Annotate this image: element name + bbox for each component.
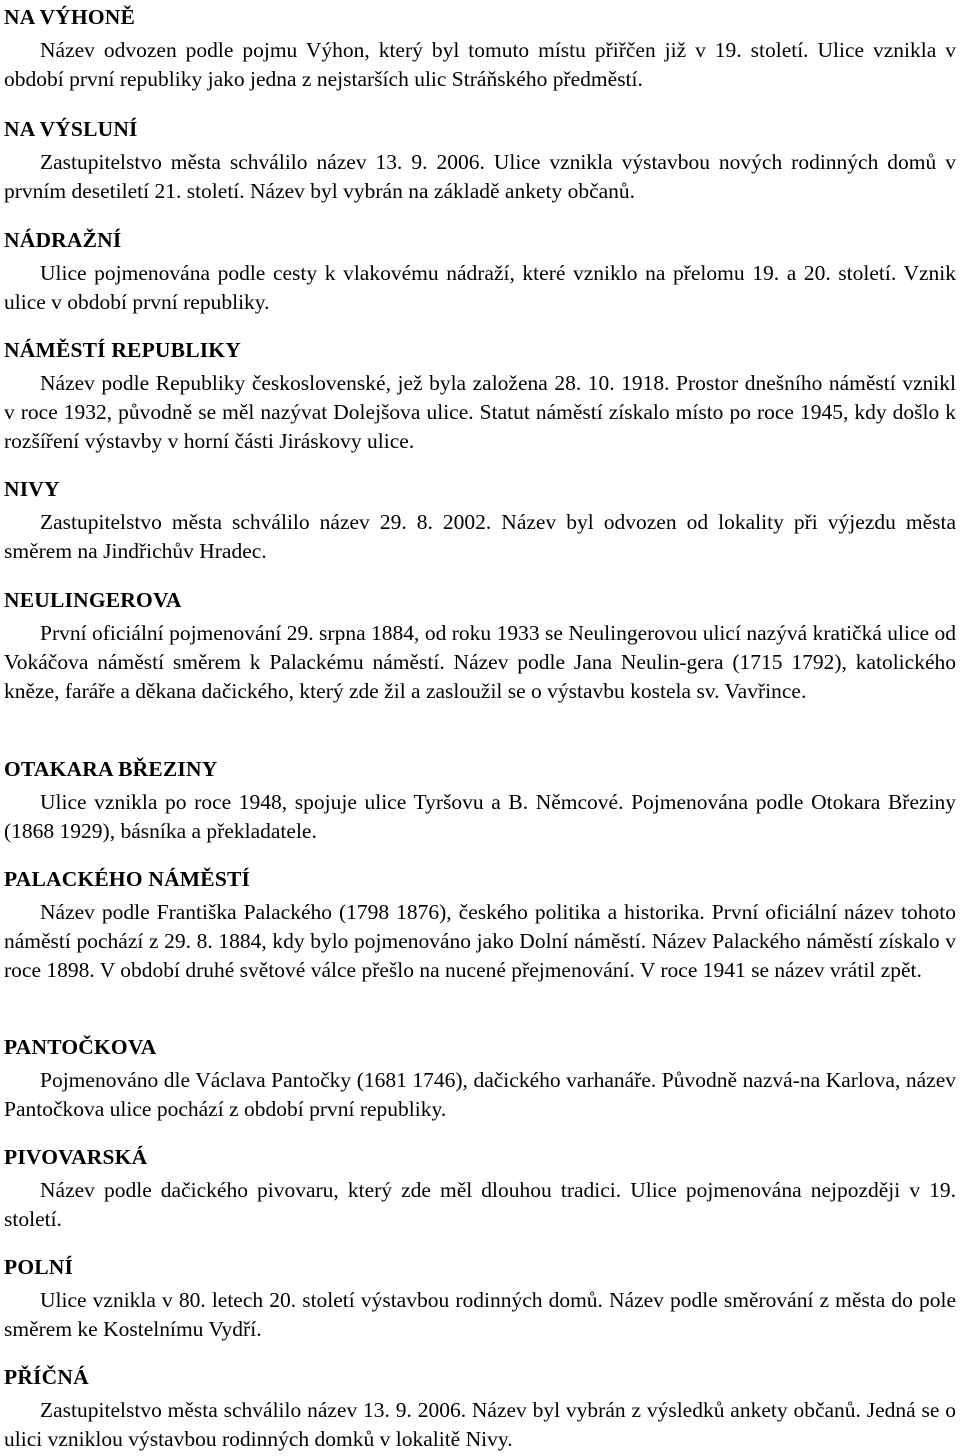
entry-title: NA VÝSLUNÍ bbox=[4, 117, 138, 141]
entry-title: PIVOVARSKÁ bbox=[4, 1145, 148, 1169]
street-entry-polni bbox=[4, 1254, 956, 1344]
street-entry-pantockova bbox=[4, 1034, 956, 1124]
entry-title: OTAKARA BŘEZINY bbox=[4, 757, 218, 781]
street-entry-na-vyhone bbox=[4, 4, 956, 94]
entry-title: NIVY bbox=[4, 477, 60, 501]
entry-text: Zastupitelstvo města schválilo název 13. 9. 2006. Název byl vybrán z výsledků ankety občanů. Jedná se o ulici vzniklou výstavbou rodinných domků v lokalitě Nivy. bbox=[4, 1398, 956, 1452]
entry-text: Název podle Františka Palackého (1798 1876), českého politika a historika. První oficiální název tohoto náměstí pochází z 29. 8. 1884, kdy bylo pojmenováno jako Dolní náměstí. Název Palackého náměstí získalo v roce 1898. V období druhé světové válce přešlo na nucené přejmenování. V roce 1941 se název vrátil zpět. bbox=[4, 900, 956, 983]
street-entry-nivy bbox=[4, 476, 956, 566]
street-entry-pricna bbox=[4, 1364, 956, 1454]
entry-text: Zastupitelstvo města schválilo název 29. 8. 2002. Název byl odvozen od lokality při výjezdu města směrem na Jindřichův Hradec. bbox=[4, 510, 956, 564]
entry-text: Název podle dačického pivovaru, který zde měl dlouhou tradici. Ulice pojmenována nejpozději v 19. století. bbox=[4, 1178, 956, 1232]
street-entry-namesti-republiky bbox=[4, 337, 956, 457]
entry-text: Pojmenováno dle Václava Pantočky (1681 1746), dačického varhanáře. Původně nazvá-na Karlova, název Pantočkova ulice pochází z období první republiky. bbox=[4, 1068, 956, 1122]
street-entry-nadrazni bbox=[4, 227, 956, 317]
entry-text: Zastupitelstvo města schválilo název 13. 9. 2006. Ulice vznikla výstavbou nových rodinných domů v prvním desetiletí 21. století. Název byl vybrán na základě ankety občanů. bbox=[4, 150, 956, 204]
entry-title: NEULINGEROVA bbox=[4, 588, 182, 612]
entry-text: První oficiální pojmenování 29. srpna 1884, od roku 1933 se Neulingerovou ulicí nazývá kratičká ulice od Vokáčova náměstí směrem k Palackému náměstí. Název podle Jana Neulin-gera (1715 1792), katolického kněze, faráře a děkana dačického, který zde žil a zasloužil se o výstavbu kostela sv. Vavřince. bbox=[4, 621, 956, 704]
entry-text: Název podle Republiky československé, jež byla založena 28. 10. 1918. Prostor dnešního náměstí vznikl v roce 1932, původně se měl nazývat Dolejšova ulice. Statut náměstí získalo místo po roce 1945, kdy došlo k rozšíření výstavby v horní části Jiráskovy ulice. bbox=[4, 371, 956, 454]
entry-title: NÁMĚSTÍ REPUBLIKY bbox=[4, 338, 241, 362]
entry-title: NA VÝHONĚ bbox=[4, 5, 136, 29]
street-entry-neulingerova bbox=[4, 587, 956, 707]
entry-text: Název odvozen podle pojmu Výhon, který byl tomuto místu přiřčen již v 19. století. Ulice vznikla v období první republiky jako jedna z nejstarších ulic Stráňského předměstí. bbox=[4, 38, 956, 92]
entry-text: Ulice pojmenována podle cesty k vlakovému nádraží, které vzniklo na přelomu 19. a 20. století. Vznik ulice v období první republiky. bbox=[4, 261, 956, 315]
entry-text: Ulice vznikla po roce 1948, spojuje ulice Tyršovu a B. Němcové. Pojmenována podle Otokara Březiny (1868 1929), básníka a překladatele. bbox=[4, 790, 956, 844]
entry-title: POLNÍ bbox=[4, 1255, 74, 1279]
street-entry-otakara-breziny bbox=[4, 756, 956, 846]
street-entry-na-vysluni bbox=[4, 116, 956, 206]
street-entry-pivovarska bbox=[4, 1144, 956, 1234]
entry-title: PŘÍČNÁ bbox=[4, 1365, 89, 1389]
entry-title: PALACKÉHO NÁMĚSTÍ bbox=[4, 867, 251, 891]
entry-text: Ulice vznikla v 80. letech 20. století výstavbou rodinných domů. Název podle směrování z města do pole směrem ke Kostelnímu Vydří. bbox=[4, 1288, 956, 1342]
entry-title: NÁDRAŽNÍ bbox=[4, 228, 122, 252]
street-entry-palackeho-namesti bbox=[4, 866, 956, 986]
entry-title: PANTOČKOVA bbox=[4, 1035, 157, 1059]
